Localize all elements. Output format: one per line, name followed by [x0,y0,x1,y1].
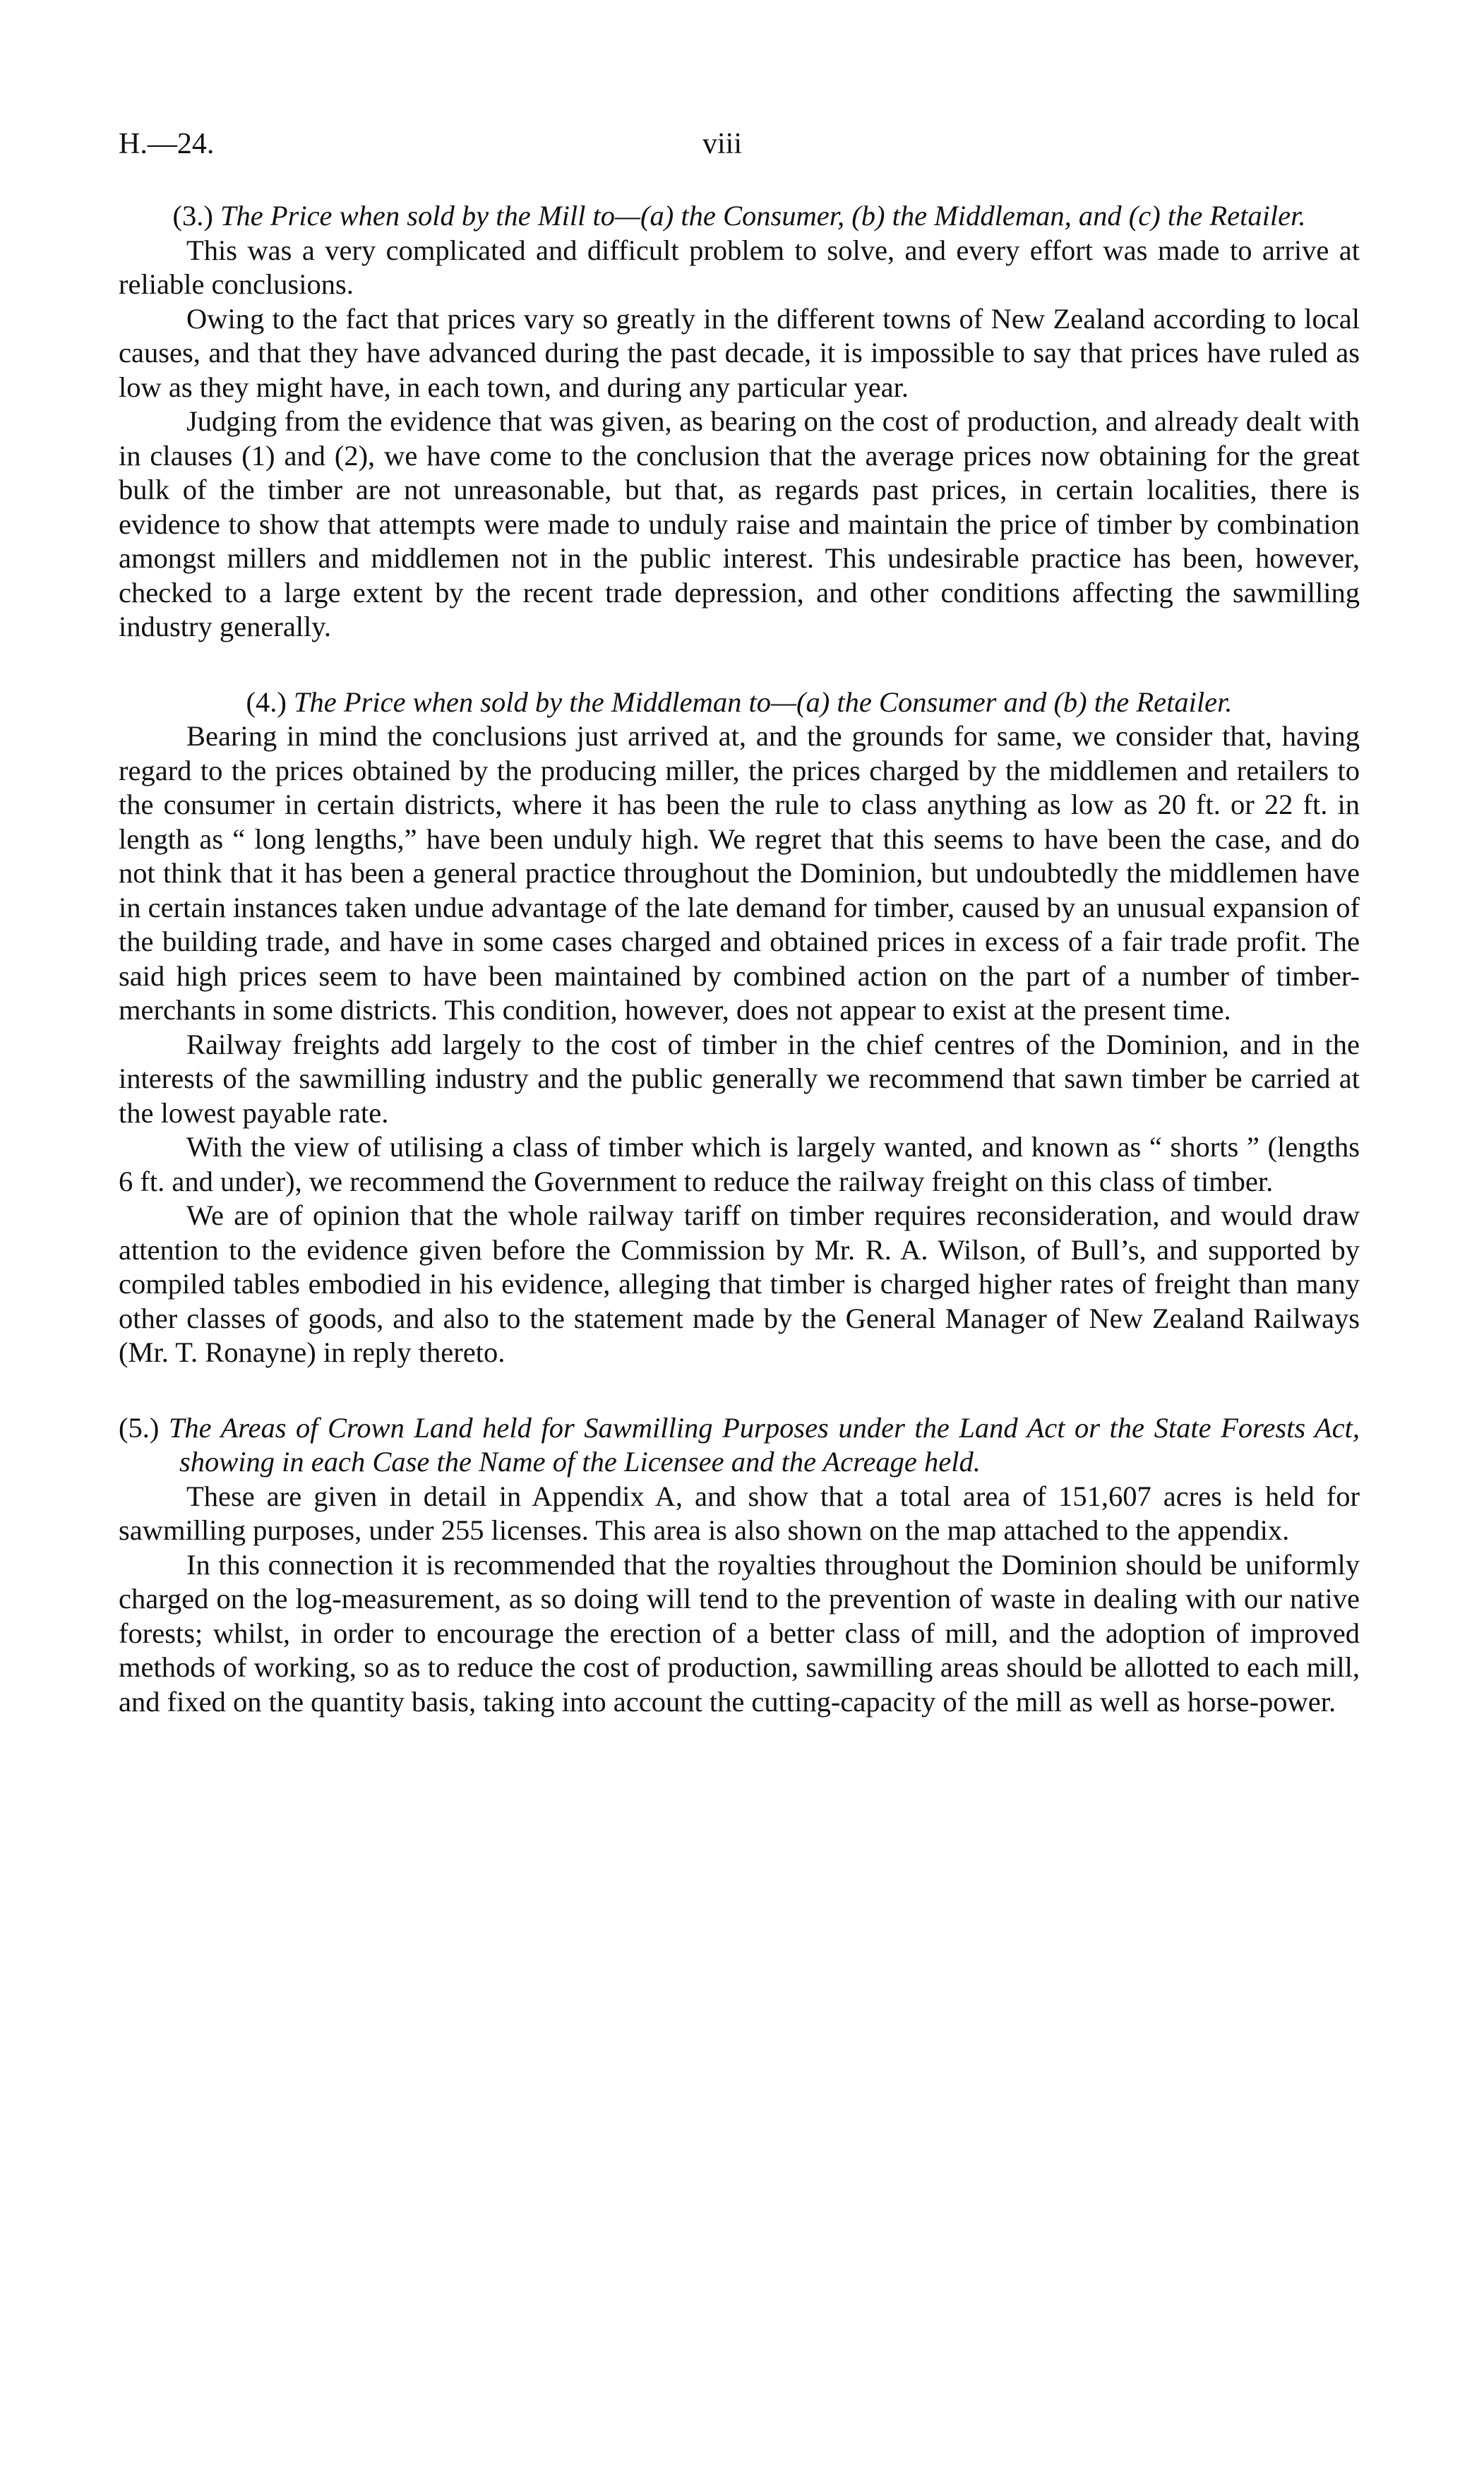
section-3 [119,199,1360,645]
section-4 [119,685,1360,1370]
page-number: viii [702,128,743,160]
section-number: (5.) [119,1411,160,1444]
section-number: (4.) [246,685,287,718]
paragraph: We are of opinion that the whole railway tariff on timber requires reconsideration, and would draw attention to the evidence given before the Commission by Mr. R. A. Wilson, of Bull’s, and supported by compiled tables embodied in his evidence, alleging that timber is charged higher rates of freight than many other classes of goods, and also to the statement made by the General Manager of New Zealand Railways (Mr. T. Ronayne) in reply thereto. [119,1199,1360,1368]
document-reference: H.—24. [119,128,215,160]
paragraph: In this connection it is recommended that the royalties throughout the Dominion should be uniformly charged on the log-measurement, as so doing will tend to the prevention of waste in dealing with our native forests; whilst, in order to encourage the erection of a better class of mill, and the adoption of improved methods of working, so as to reduce the cost of production, sawmilling areas should be allotted to each mill, and fixed on the quantity basis, taking into account the cutting-capacity of the mill as well as horse-power. [119,1548,1360,1718]
section-title: The Price when sold by the Mill to—(a) the Consumer, (b) the Middleman, and (c) the Retailer. [220,200,1306,232]
section-heading [119,685,1360,720]
page-header [0,127,1484,176]
paragraph: These are given in detail in Appendix A, and show that a total area of 151,607 acres is held for sawmilling purposes, under 255 licenses. This area is also shown on the map attached to the appendix. [119,1480,1360,1546]
section-title: The Price when sold by the Middleman to—(a) the Consumer and (b) the Retailer. [293,685,1233,718]
paragraph: Railway freights add largely to the cost of timber in the chief centres of the Dominion, and in the interests of the sawmilling industry and the public generally we recommend that sawn timber be carried at the lowest payable rate. [119,1028,1360,1129]
paragraph: With the view of utilising a class of timber which is largely wanted, and known as “ shorts ” (lengths 6 ft. and under), we recommend the Government to reduce the railway freight on this class of timber. [119,1131,1360,1197]
section-5 [119,1411,1360,1720]
paragraph: This was a very complicated and difficult problem to solve, and every effort was made to arrive at reliable conclusions. [119,234,1360,300]
paragraph: Owing to the fact that prices vary so greatly in the different towns of New Zealand according to local causes, and that they have advanced during the past decade, it is impossible to say that prices have ruled as low as they might have, in each town, and during any particular year. [119,302,1360,403]
section-heading [119,1411,1360,1480]
section-gap [119,645,1360,685]
section-heading [119,199,1360,234]
page-body [119,199,1360,1719]
section-number: (3.) [172,200,213,232]
section-gap [119,1370,1360,1411]
paragraph: Bearing in mind the conclusions just arrived at, and the grounds for same, we consider that, having regard to the prices obtained by the producing miller, the prices charged by the middlemen and retailers to the consumer in certain districts, where it has been the rule to class anything as low as 20 ft. or 22 ft. in length as “ long lengths,” have been unduly high. We regret that this seems to have been the case, and do not think that it has been a general practice throughout the Dominion, but undoubtedly the middlemen have in certain instances taken undue advantage of the late demand for timber, caused by an unusual expansion of the building trade, and have in some cases charged and obtained prices in excess of a fair trade profit. The said high prices seem to have been maintained by combined action on the part of a number of timber-merchants in some districts. This condition, however, does not appear to exist at the present time. [119,720,1360,1026]
section-title: The Areas of Crown Land held for Sawmilling Purposes under the Land Act or the State Forests Act, showing in each Case the Name of the Licensee and the Acreage held. [168,1411,1360,1478]
paragraph: Judging from the evidence that was given, as bearing on the cost of production, and already dealt with in clauses (1) and (2), we have come to the conclusion that the average prices now obtaining for the great bulk of the timber are not unreasonable, but that, as regards past prices, in certain localities, there is evidence to show that attempts were made to unduly raise and maintain the price of timber by combination amongst millers and middlemen not in the public interest. This undesirable practice has been, however, checked to a large extent by the recent trade depression, and other conditions affecting the sawmilling industry generally. [119,405,1360,642]
